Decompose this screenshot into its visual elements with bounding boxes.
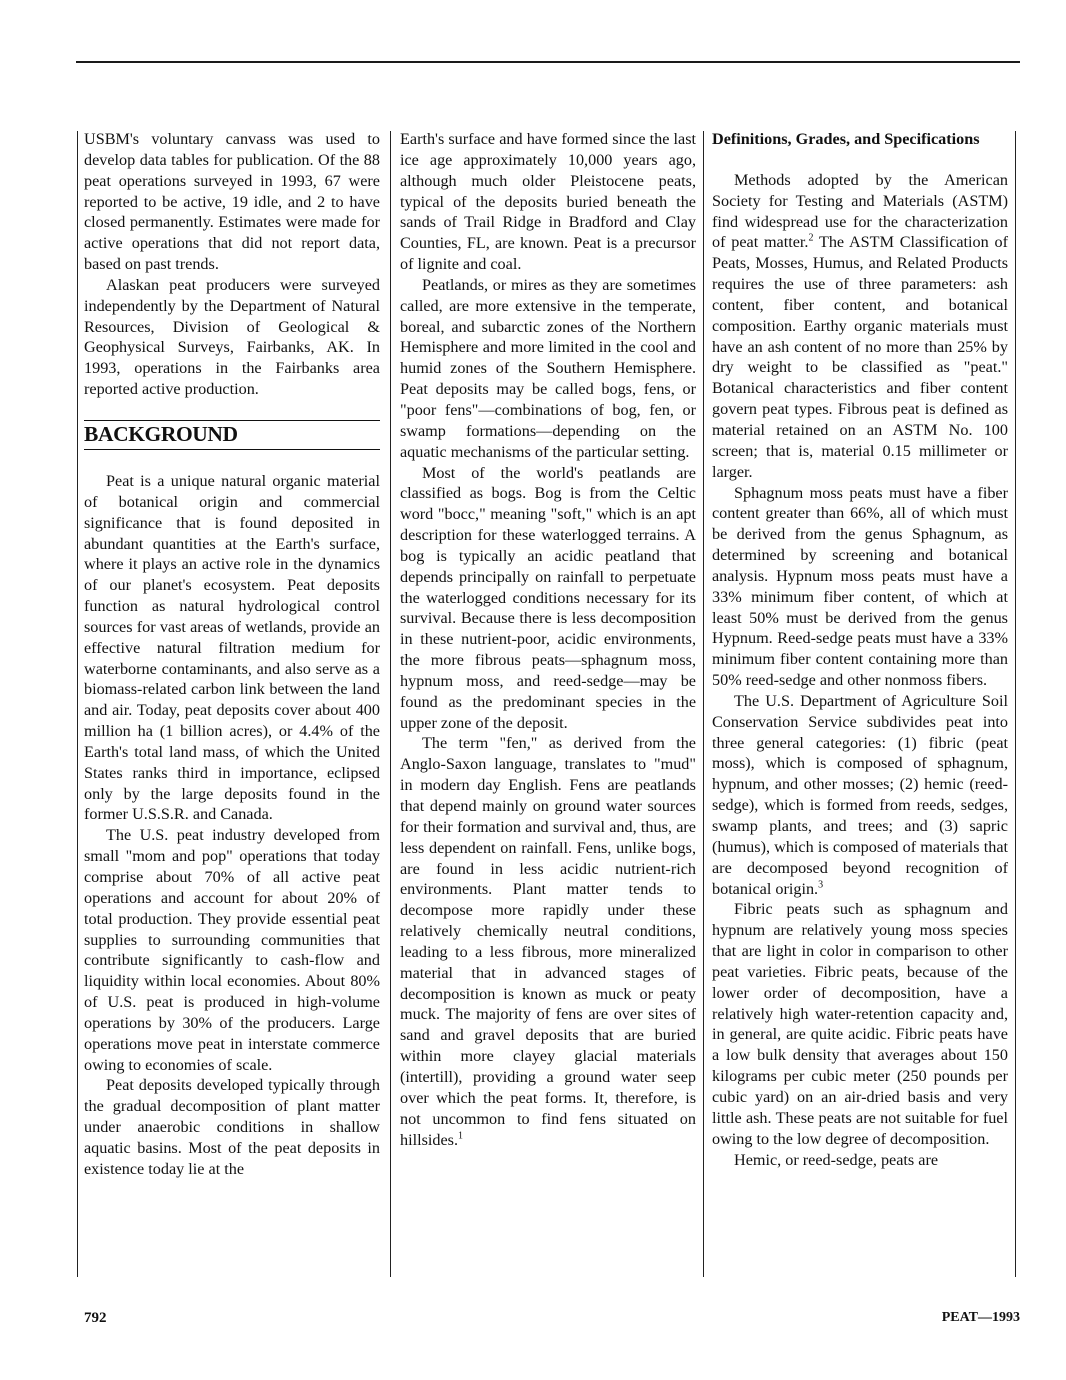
paragraph: Peatlands, or mires as they are sometimes called, are more extensive in the temperate, boreal, and subarctic zones of the Northern Hemisphere and more limited in the cool and humid zones of the Southern Hemisphere. Peat deposits may be called bogs, fens, or "poor fens"—combinations of bog, fen, or swamp formations—depending on the aquatic mechanisms of the particular setting. (400, 275, 696, 461)
paragraph: Fibric peats such as sphagnum and hypnum are relatively young moss species that are light in color in comparison to other peat varieties. Fibric peats, because of the lower order of decomposition, have a relatively high water-retention capacity and, in general, are quite acidic. Fibric peats have a low bulk density that averages about 150 kilograms per cubic meter (250 pounds per cubic yard) on an air-dried basis and very little ash. These peats are not suitable for fuel owing to the low degree of decomposition. (712, 900, 1008, 1148)
paragraph: Hemic, or reed-sedge, peats are (734, 1150, 939, 1169)
paragraph (712, 170, 1008, 483)
top-rule (76, 61, 1020, 63)
section-heading-box (84, 420, 380, 450)
paragraph: Sphagnum moss peats must have a fiber content greater than 66%, all of which must be derived from the genus Sphagnum, as determined by screening and botanical analysis. Hypnum moss peats must have a 33% minimum fiber content, of which at least 50% must be derived from the genus Hypnum. Reed-sedge peats must have a 33% minimum fiber content containing more than 50% reed-sedge and other nonmoss fibers. (712, 483, 1008, 690)
column-divider-left (77, 131, 78, 1277)
paragraph: Alaskan peat producers were surveyed independently by the Department of Natural Resources, Division of Geological & Geophysical Surveys, Fairbanks, AK. In 1993, operations in the Fairbanks area reported active production. (84, 275, 380, 399)
column-divider-1 (390, 131, 391, 1277)
paragraph: The U.S. peat industry developed from small "mom and pop" operations that today comprise about 70% of all active peat operations and account for about 20% of total production. They provide essential peat supplies to surrounding communities that contribute significantly to cash-flow and liquidity within local economies. About 80% of U.S. peat is produced in high-volume operations by 30% of the producers. Large operations move peat in interstate commerce owing to economies of scale. (84, 826, 380, 1074)
footnote-ref: 3 (818, 879, 824, 891)
page-number: 792 (84, 1310, 107, 1326)
footnote-ref: 2 (808, 232, 814, 244)
paragraph-text: The ASTM Classification of Peats, Mosses, Humus, and Related Products requires the use of three parameters: ash content, fiber content, and botanical composition. Earthy organic materials must have an ash content of no more than 25% by dry weight to be classified as "peat." Botanical characteristics and fiber content govern peat types. Fibrous peat is defined as material retained on an ASTM No. 100 screen; that is, material 0.15 millimeter or larger. (712, 233, 1008, 481)
running-footer: PEAT—1993 (941, 1310, 1020, 1325)
paragraph-text: The U.S. Department of Agriculture Soil Conservation Service subdivides peat into three general categories: (1) fibric (peat moss), which is composed of sphagnum, hypnum, and other mosses; (2) hemic (reed-sedge), which is formed from reeds, sedges, swamp plants, and trees; and (3) sapric (humus), which is composed of materials that are decomposed beyond recognition of botanical origin. (712, 691, 1008, 898)
paragraph-text: The term "fen," as derived from the Anglo-Saxon language, translates to "mud" in modern day English. Fens are peatlands that depend mainly on ground water sources for their formation and survival and, thus, are less dependent on rainfall. Fens, unlike bogs, are found in less acidic nutrient-rich environments. Plant matter tends to decompose more rapidly under these relatively chemically neutral conditions, leading to a less fibrous, more mineralized material that in advanced stages of decomposition is known as muck or peaty muck. The majority of fens are over sites of sand and gravel deposits that are buried within more clayey glacial materials (intertill), providing a ground water seep over which the peat forms. It, therefore, is not uncommon to find fens situated on hillsides. (400, 734, 696, 1149)
paragraph: Peat deposits developed typically through the gradual decomposition of plant matter under anaerobic conditions in shallow aquatic basins. Most of the peat deposits in existence today lie at the (84, 1076, 380, 1178)
paragraph (400, 733, 696, 1150)
column-divider-right (1015, 131, 1016, 1277)
paragraph: USBM's voluntary canvass was used to develop data tables for publication. Of the 88 peat operations surveyed in 1993, 67 were reported to be active, 19 idle, and 2 to have closed permanently. Estimates were made for active operations that did not report data, based on past trends. (84, 130, 380, 274)
paragraph: Peat is a unique natural organic material of botanical origin and commercial significance that is found deposited in abundant quantities at the Earth's surface, where it plays an active role in the dynamics of our planet's ecosystem. Peat deposits function as natural hydrological control sources for vast areas of wetlands, provide an effective natural filtration medium for waterborne contaminants, and also serve as a biomass-related carbon link between the land and air. Today, peat deposits cover about 400 million ha (1 billion acres), or 4.4% of the Earth's total land mass, of which the United States ranks third in importance, eclipsed only by the large deposits found in the former U.S.S.R. and Canada. (84, 471, 380, 824)
footnote-ref: 1 (458, 1130, 464, 1142)
column-2 (400, 129, 696, 1150)
paragraph (712, 691, 1008, 899)
column-3 (712, 129, 1008, 1170)
column-divider-2 (703, 131, 704, 1277)
paragraph: Most of the world's peatlands are classified as bogs. Bog is from the Celtic word "bocc," meaning "soft," which is an apt description for these waterlogged terrains. A bog is typically an acidic peatland that depends principally on rainfall to perpetuate the waterlogged conditions necessary for its survival. Because there is less decomposition in these nutrient-poor, acidic environments, the more fibrous peats—sphagnum moss, hypnum moss, and reed-sedge—may be found as the predominant species in the upper zone of the deposit. (400, 463, 696, 732)
column-1 (84, 129, 380, 1180)
section-heading: BACKGROUND (84, 421, 238, 446)
paragraph: Earth's surface and have formed since the last ice age approximately 10,000 years ago, although much older Pleistocene peats, typical of the deposits buried beneath the sands of Trail Ridge in Bradford and Clay Counties, FL, are known. Peat is a precursor of lignite and coal. (400, 130, 696, 274)
subheading: Definitions, Grades, and Specifications (712, 130, 980, 148)
paragraph-text: Methods adopted by the American Society for Testing and Materials (ASTM) find widespread use for the characterization of peat matter. (712, 170, 1008, 252)
